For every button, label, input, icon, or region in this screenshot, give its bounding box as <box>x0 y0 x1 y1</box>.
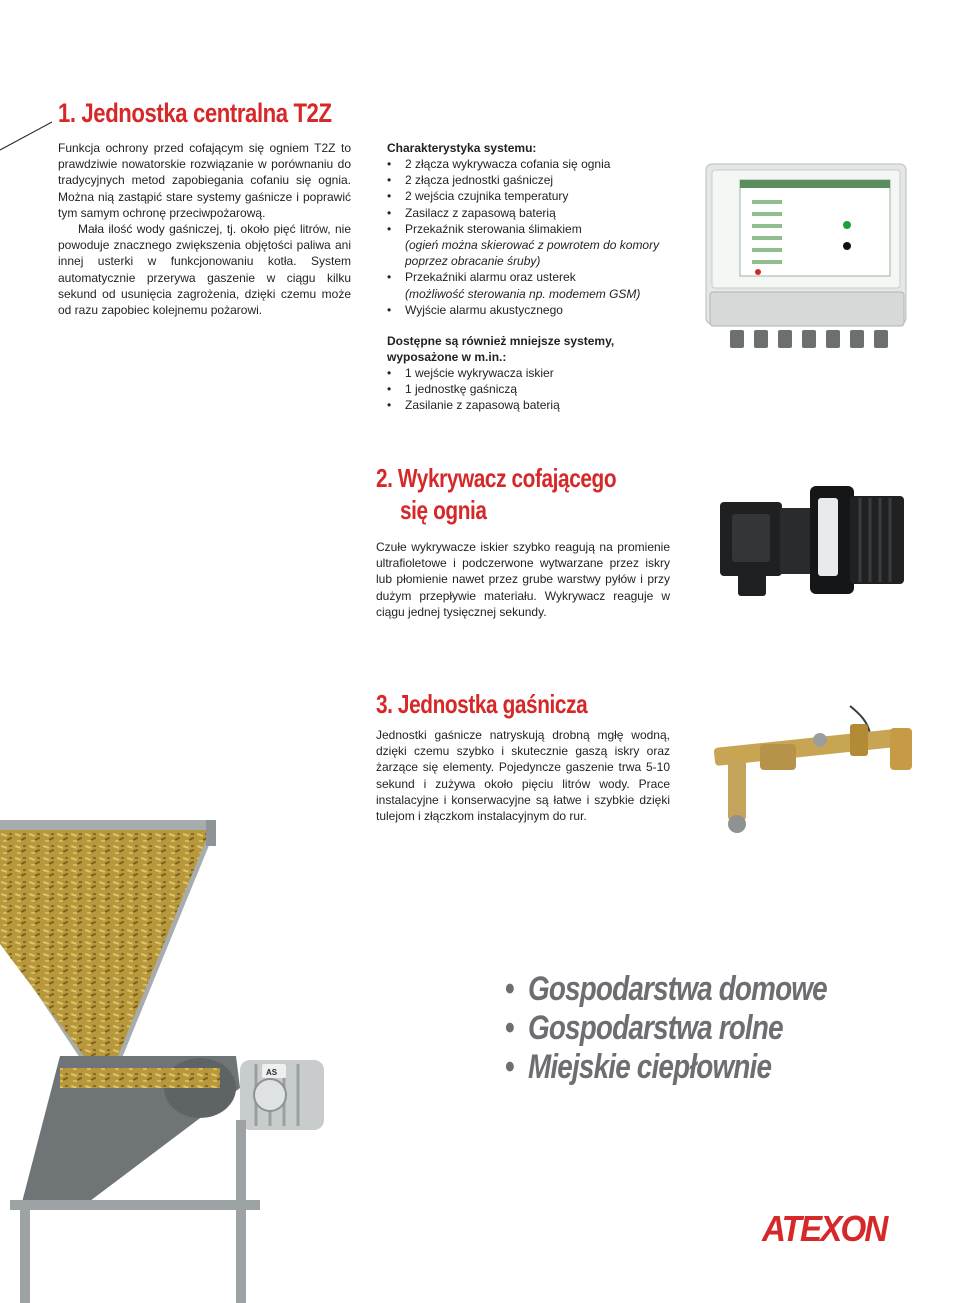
target-item: • Gospodarstwa rolne <box>505 1009 827 1048</box>
section1-title: 1. Jednostka centralna T2Z <box>58 98 332 128</box>
extinguishing-unit-image <box>700 700 925 850</box>
section1-paragraph-1: Funkcja ochrony przed cofającym się ogniem T2Z to prawdziwie nowatorskie rozwiązanie w porównaniu do tradycyjnych metod zapobiegania cofaniu się ognia. Można nią zastąpić stare systemy gaśnicze i poprawić tym samym ochronę przeciwpożarową. <box>58 141 351 220</box>
feature-item: • Przekaźnik sterowania ślimakiem <box>387 221 677 237</box>
smaller-systems-title-1: Dostępne są również mniejsze systemy, <box>387 334 615 349</box>
feature-item: • Wyjście alarmu akustycznego <box>387 302 677 318</box>
section1-paragraph-2: Mała ilość wody gaśniczej, tj. około pięć litrów, nie powoduje znacznego zwiększenia objętości paliwa ani innej usterki w funkcjonowaniu kotła. System automatycznie przerywa gaszenie w ciągu kilku sekund od usunięcia zagrożenia, dzięki czemu może od razu zapobiec kolejnemu pożarowi. <box>58 222 351 318</box>
section2-body: Czułe wykrywacze iskier szybko reagują na promienie ultrafioletowe i podczerwone wytwarzane przez iskry lub płomienie nawet przez grube warstwy pyłów i przy dużym przepływie materiału. Wykrywacz reaguje w ciągu jednej tysięcznej sekundy. <box>376 540 670 619</box>
target-item: • Gospodarstwa domowe <box>505 970 827 1009</box>
smaller-systems-list <box>387 365 677 414</box>
feature-item: • Przekaźniki alarmu oraz usterek <box>387 269 677 285</box>
pellet-hopper-image <box>0 820 360 1303</box>
feature-item: • 2 złącza jednostki gaśniczej <box>387 172 677 188</box>
feature-item: • Zasilacz z zapasową baterią <box>387 205 677 221</box>
features-list <box>387 156 677 318</box>
target-audience-list <box>505 970 898 1087</box>
section3-title: 3. Jednostka gaśnicza <box>376 689 588 719</box>
features-block <box>387 140 677 414</box>
feature-note: (ogień można skierować z powrotem do komory <box>405 238 660 253</box>
smaller-item: • 1 jednostkę gaśniczą <box>387 381 677 397</box>
section2-title-line1: 2. Wykrywacz cofającego <box>376 463 617 493</box>
smaller-systems-title-2: wyposażone w m.in.: <box>387 350 507 365</box>
motor-label: AS <box>266 1068 278 1077</box>
smaller-item: • 1 wejście wykrywacza iskier <box>387 365 677 381</box>
corner-decoration <box>0 120 60 180</box>
section1-body <box>58 140 351 318</box>
feature-item: • 2 wejścia czujnika temperatury <box>387 188 677 204</box>
atexon-logo: ATEXON <box>762 1208 887 1249</box>
target-item: • Miejskie ciepłownie <box>505 1048 827 1087</box>
section3-body: Jednostki gaśnicze natryskują drobną mgłę wodną, dzięki czemu szybko i skutecznie gaszą iskry oraz żarzące się elementy. Pojedyncze gaszenie trwa 5-10 sekund i zużywa około pięciu litrów wody. Prace instalacyjne i konserwacyjne są łatwe i szybkie dzięki tulejom i złączkom instalacyjnym do rur. <box>376 728 670 824</box>
smaller-item: • Zasilanie z zapasową baterią <box>387 397 677 413</box>
control-unit-image <box>700 160 925 360</box>
features-title: Charakterystyka systemu: <box>387 141 537 155</box>
spark-detector-image <box>710 468 920 618</box>
feature-note: (możliwość sterowania np. modemem GSM) <box>405 286 641 301</box>
feature-note: poprzez obracanie śruby) <box>405 254 541 269</box>
section2-title-line2: się ognia <box>400 495 487 525</box>
feature-item: • 2 złącza wykrywacza cofania się ognia <box>387 156 677 172</box>
